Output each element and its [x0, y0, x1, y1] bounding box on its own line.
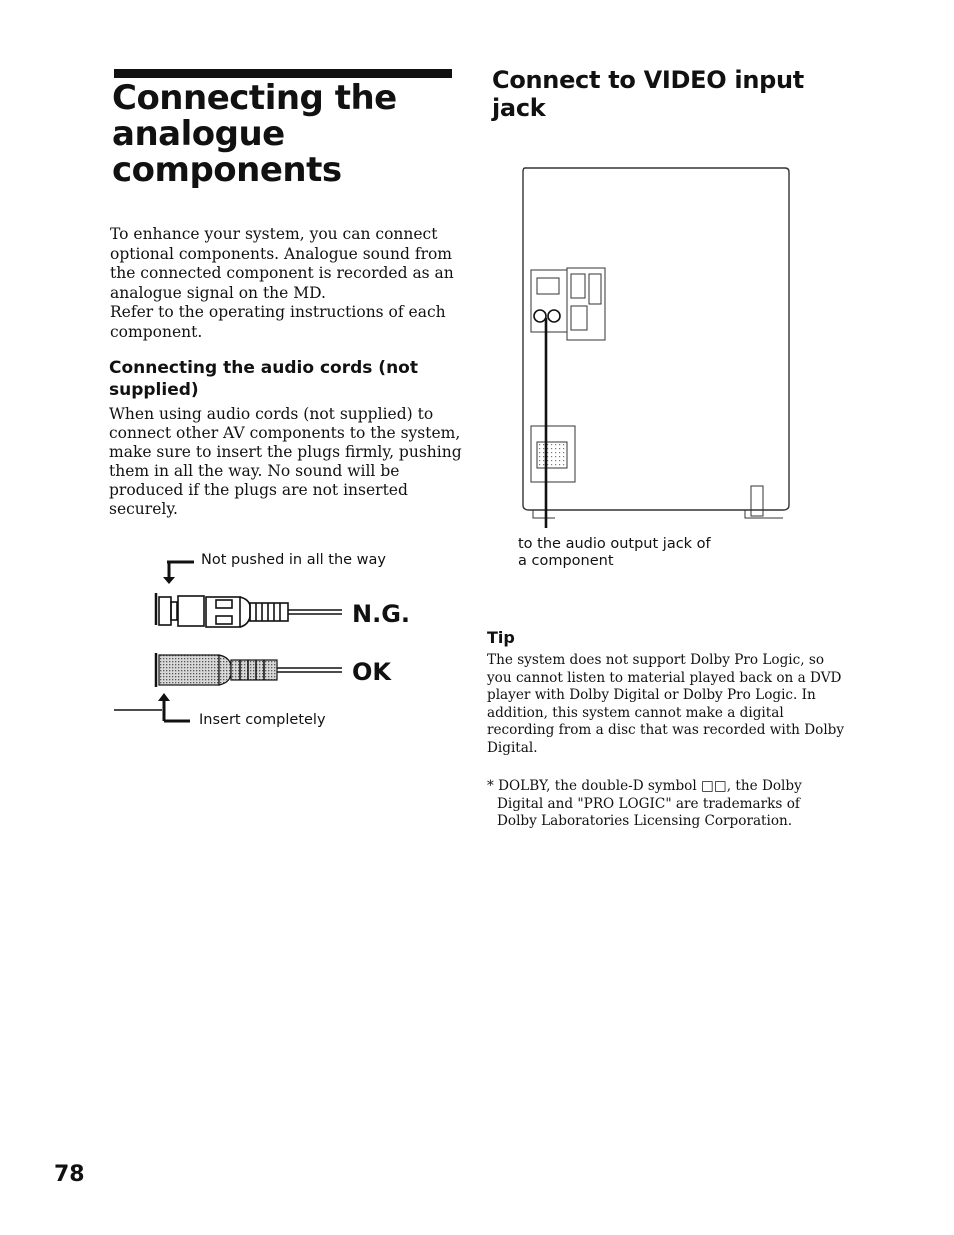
video-input-heading-line: jack [492, 94, 546, 122]
tip-line: Digital. [487, 739, 538, 756]
not-pushed-label: Not pushed in all the way [201, 552, 386, 568]
audio-cords-heading-line: supplied) [109, 380, 199, 400]
audio-cords-heading [109, 357, 449, 401]
tip-line: player with Dolby Digital or Dolby Pro Logic. In [487, 687, 816, 703]
page-number: 78 [54, 1162, 85, 1187]
tip-line: you cannot listen to material played back on a DVD [487, 669, 842, 686]
ng-label: N.G. [352, 600, 411, 628]
title-rule [114, 69, 452, 78]
intro-line: analogue signal on the MD. [110, 283, 326, 302]
audio-cords-line: make sure to insert the plugs firmly, pushing [109, 443, 462, 461]
intro-line: Refer to the operating instructions of each [110, 303, 446, 322]
footnote-line: Digital and "PRO LOGIC" are trademarks of [497, 795, 800, 812]
ok-plug-drawing [156, 653, 342, 687]
audio-cords-line: them in all the way. No sound will be [109, 462, 400, 480]
figure-caption [518, 536, 778, 570]
video-input-heading [492, 66, 822, 122]
figure-caption-line: a component [518, 553, 614, 569]
plug-insertion-diagram [112, 553, 422, 733]
tip-line: addition, this system cannot make a digital [487, 704, 784, 721]
page-title-line: components [112, 150, 342, 190]
intro-line: To enhance your system, you can connect [110, 225, 438, 243]
video-input-heading-line: Connect to VIDEO input [492, 66, 804, 94]
audio-cords-line: connect other AV components to the system, [109, 424, 461, 442]
audio-cords-paragraph [109, 405, 462, 519]
rear-panel-diagram [515, 160, 800, 530]
insert-completely-label: Insert completely [199, 712, 326, 728]
ng-plug-drawing [156, 593, 342, 627]
not-pushed-arrow [163, 562, 194, 584]
tip-line: recording from a disc that was recorded with Dolby [487, 722, 845, 738]
page-title [112, 80, 452, 188]
footnote-line: Dolby Laboratories Licensing Corporation. [497, 813, 793, 829]
page-title-line: Connecting the [112, 78, 397, 118]
tip-heading: Tip [487, 628, 515, 647]
figure-caption-line: to the audio output jack of [518, 536, 711, 552]
intro-paragraph [110, 225, 454, 343]
ok-label: OK [352, 658, 391, 686]
footnote-line: * DOLBY, the double-D symbol □□, the Dolby [487, 778, 802, 794]
page-title-line: analogue [112, 114, 285, 154]
trademark-footnote [487, 778, 832, 831]
intro-line: component. [110, 322, 203, 341]
insert-completely-arrow [114, 693, 190, 721]
tip-line: The system does not support Dolby Pro Logic, so [487, 652, 825, 668]
audio-cords-line: produced if the plugs are not inserted [109, 481, 408, 499]
tip-paragraph [487, 652, 845, 757]
audio-cords-line: When using audio cords (not supplied) to [109, 405, 434, 423]
audio-cords-line: securely. [109, 500, 178, 518]
intro-line: optional components. Analogue sound from [110, 244, 453, 263]
audio-cords-heading-line: Connecting the audio cords (not [109, 358, 418, 378]
intro-line: the connected component is recorded as an [110, 264, 454, 283]
